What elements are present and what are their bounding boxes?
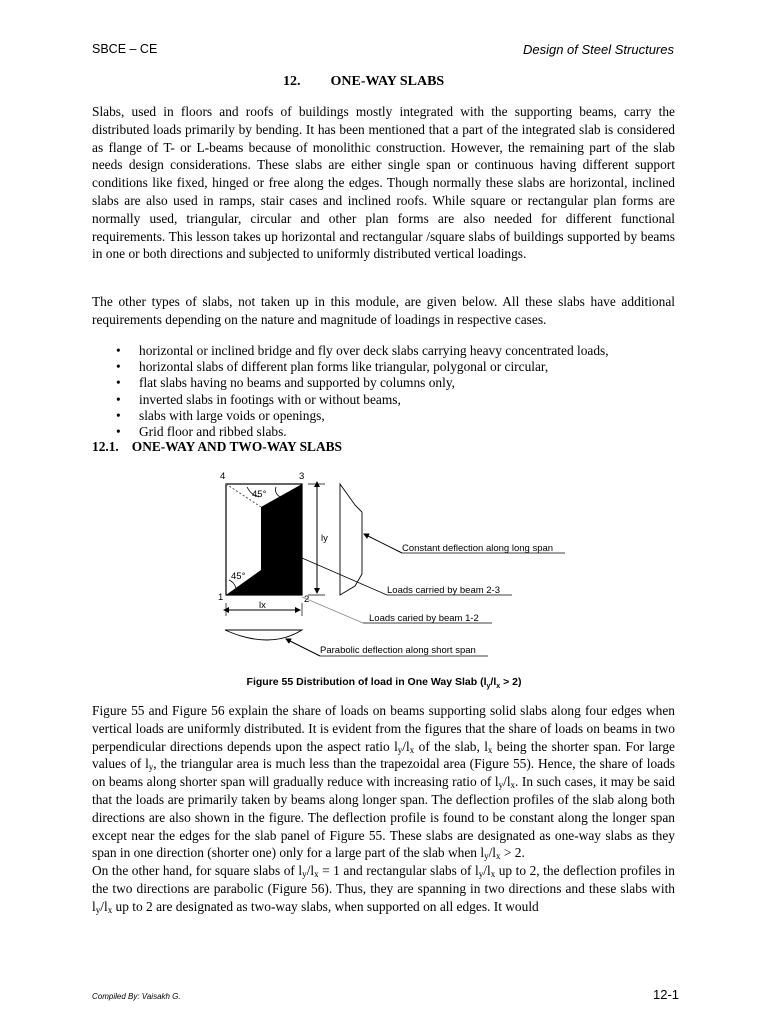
paragraph-two-way: On the other hand, for square slabs of $l_y/l_x = 1$ and rectangular slabs of $l_y/l_x$ up to 2, the deflection profiles in the two directions are parabolic (Figure 56). Thus, they are spanning in two directions and these slabs with $l_y/l_x$ up to 2 are designated as two-way slabs, when supported on all edges. It would [92,863,675,915]
figure-caption: Figure 55 Distribution of load in One Way Slab $(l_y/l_x > 2)$ [246,676,522,691]
list-item: • Grid floor and ribbed slabs. [92,424,609,440]
list-item: • slabs with large voids or openings, [92,408,609,424]
label-beam-2-3: Loads carried by beam 2-3 [387,585,501,596]
corner-4: 4 [220,471,226,482]
header-right: Design of Steel Structures [522,42,674,57]
list-item: • horizontal slabs of different plan forms like triangular, polygonal or circular, [92,359,609,375]
header-left: SBCE – CE [92,42,158,56]
angle-label-top: 45° [252,489,267,500]
label-constant-deflection: Constant deflection along long span [402,543,554,554]
chapter-number: 12. [283,74,301,89]
list-item: • inverted slabs in footings with or without beams, [92,392,609,408]
label-beam-1-2: Loads caried by beam 1-2 [369,613,479,624]
section-number: 12.1. [92,439,119,454]
long-span-deflection [340,484,362,595]
chapter-title-text: ONE-WAY SLABS [330,74,445,89]
paragraph-intro: Slabs, used in floors and roofs of buildings mostly integrated with the supporting beams, carry the distributed loads primarily by bending. It has been mentioned that a part of the integrated slab is considered as flange of T- or L-beams because of monolithic construction. However, the remaining part of the slab needs design considerations. These slabs are either single span or continuous having different support conditions like fixed, hinged or free along the edges. Though normally these slabs are horizontal, inclined slabs are also used in ramps, stair cases and inclined roofs. While square or rectangular plan forms are normally used, triangular, circular and other plan forms are also needed for different functional requirements. This lesson takes up horizontal and rectangular /square slabs of buildings supported by beams in one or both directions and subjected to uniformly distributed vertical loadings. [92,104,675,262]
paragraph-other-types: The other types of slabs, not taken up in this module, are given below. All these slabs have additional requirements depending on the nature and magnitude of loadings in respective cases. [92,294,675,327]
section-title: ONE-WAY AND TWO-WAY SLABS [131,439,342,454]
corner-1: 1 [218,592,224,603]
corner-3: 3 [299,471,305,482]
page-number: 12-1 [653,987,680,1002]
lx-label: lx [259,600,266,611]
corner-2: 2 [304,594,310,605]
label-parabolic-deflection: Parabolic deflection along short span [320,645,476,656]
list-item: • flat slabs having no beams and supported by columns only, [92,375,609,391]
short-span-deflection [225,630,302,640]
list-item: • horizontal or inclined bridge and fly over deck slabs carrying heavy concentrated loads, [92,343,609,359]
paragraph-figure-explanation: Figure 55 and Figure 56 explain the share of loads on beams supporting solid slabs along four edges when vertical loads are uniformly distributed. It is evident from the figures that the share of loads on beams in two perpendicular directions depends upon the aspect ratio $l_y/l_x$ of the slab, $l_x$ being the shorter span. For large values of $l_y$, the triangular area is much less than the trapezoidal area (Figure 55). Hence, the share of loads on beams along shorter span will gradually reduce with increasing ratio of $l_y/l_x$. In such cases, it may be said that the loads are primarily taken by beams along longer span. The deflection profiles of the slab along both directions are also shown in the figure. The deflection profile is found to be constant along the longer span except near the edges for the slab panel of Figure 55. These slabs are designated as one-way slabs as they span in one direction (shorter one) only for a large part of the slab when $l_y/l_x > 2$. [92,703,676,862]
angle-label-bottom: 45° [231,571,246,582]
footer-left: Compiled By: Vaisakh G. [92,992,181,1001]
ly-label: ly [321,533,328,544]
